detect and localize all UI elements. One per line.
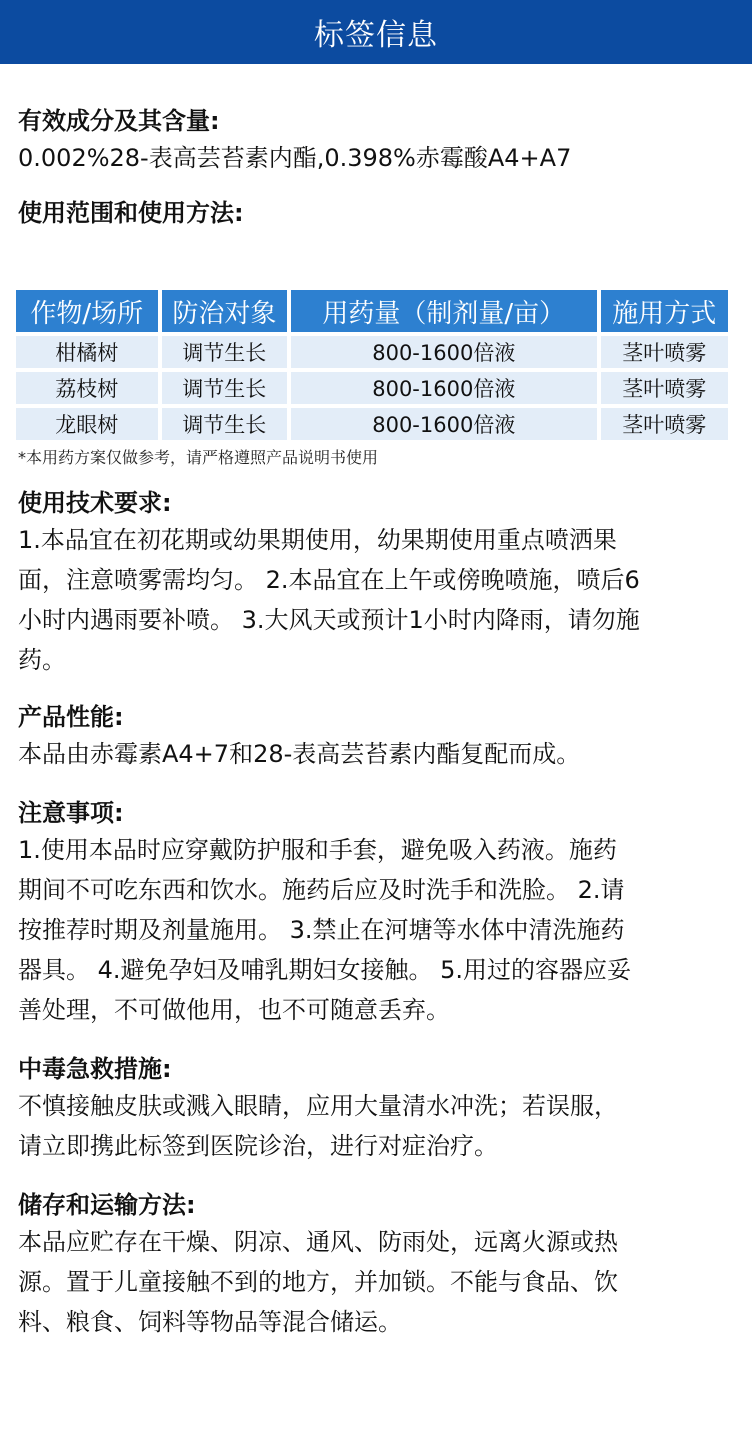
precautions-heading: 注意事项: [18,799,124,827]
table-cell: 荔枝树 [16,372,158,404]
section-precautions [18,774,732,1030]
tech-line: 药。 [18,646,66,674]
table-row [16,336,728,368]
section-usage [18,178,732,470]
ingredients-text: 0.002%28-表高芸苔素内酯,0.398%赤霉酸A4+A7 [18,144,572,172]
tech-heading: 使用技术要求: [18,489,172,517]
precautions-line: 器具。 4.避免孕妇及哺乳期妇女接触。 5.用过的容器应妥 [18,956,632,984]
precautions-line: 善处理，不可做他用，也不可随意丢弃。 [18,996,450,1024]
label-content [0,64,752,1342]
table-note: *本用药方案仅做参考，请严格遵照产品说明书使用 [18,448,379,467]
table-row [16,408,728,440]
tech-line: 1.本品宜在初花期或幼果期使用，幼果期使用重点喷洒果 [18,526,617,554]
section-performance [18,680,732,774]
precautions-line: 1.使用本品时应穿戴防护服和手套，避免吸入药液。施药 [18,836,617,864]
storage-line: 料、粮食、饲料等物品等混合储运。 [18,1308,402,1336]
tech-line: 小时内遇雨要补喷。 3.大风天或预计1小时内降雨，请勿施 [18,606,640,634]
precautions-line: 按推荐时期及剂量施用。 3.禁止在河塘等水体中清洗施药 [18,916,625,944]
usage-heading: 使用范围和使用方法: [18,199,244,227]
usage-table-wrap [16,286,732,444]
table-header-target: 防治对象 [162,290,287,332]
table-header-row [16,290,728,332]
table-header-crop: 作物/场所 [16,290,158,332]
table-cell: 800-1600倍液 [291,372,596,404]
performance-heading: 产品性能: [18,703,124,731]
page-title: 标签信息 [314,18,438,53]
table-cell: 柑橘树 [16,336,158,368]
tech-line: 面，注意喷雾需均匀。 2.本品宜在上午或傍晚喷施，喷后6 [18,566,640,594]
table-header-method: 施用方式 [601,290,728,332]
table-header-dosage: 用药量（制剂量/亩） [291,290,596,332]
storage-line: 本品应贮存在干燥、阴凉、通风、防雨处，远离火源或热 [18,1228,618,1256]
ingredients-heading: 有效成分及其含量: [18,107,220,135]
storage-heading: 储存和运输方法: [18,1191,196,1219]
table-cell: 调节生长 [162,408,287,440]
table-cell: 800-1600倍液 [291,336,596,368]
first-aid-heading: 中毒急救措施: [18,1055,172,1083]
header-bar [0,0,752,64]
table-cell: 800-1600倍液 [291,408,596,440]
table-row [16,372,728,404]
section-ingredients [18,64,732,178]
table-cell: 龙眼树 [16,408,158,440]
section-tech-requirements [18,470,732,680]
first-aid-line: 请立即携此标签到医院诊治，进行对症治疗。 [18,1132,498,1160]
table-cell: 茎叶喷雾 [601,372,728,404]
table-cell: 调节生长 [162,336,287,368]
precautions-line: 期间不可吃东西和饮水。施药后应及时洗手和洗脸。 2.请 [18,876,625,904]
table-cell: 茎叶喷雾 [601,336,728,368]
section-first-aid [18,1030,732,1166]
performance-line: 本品由赤霉素A4+7和28-表高芸苔素内酯复配而成。 [18,740,581,768]
usage-table [12,286,732,444]
table-cell: 调节生长 [162,372,287,404]
first-aid-line: 不慎接触皮肤或溅入眼睛，应用大量清水冲洗；若误服， [18,1092,618,1120]
storage-line: 源。置于儿童接触不到的地方，并加锁。不能与食品、饮 [18,1268,618,1296]
table-cell: 茎叶喷雾 [601,408,728,440]
section-storage [18,1166,732,1342]
